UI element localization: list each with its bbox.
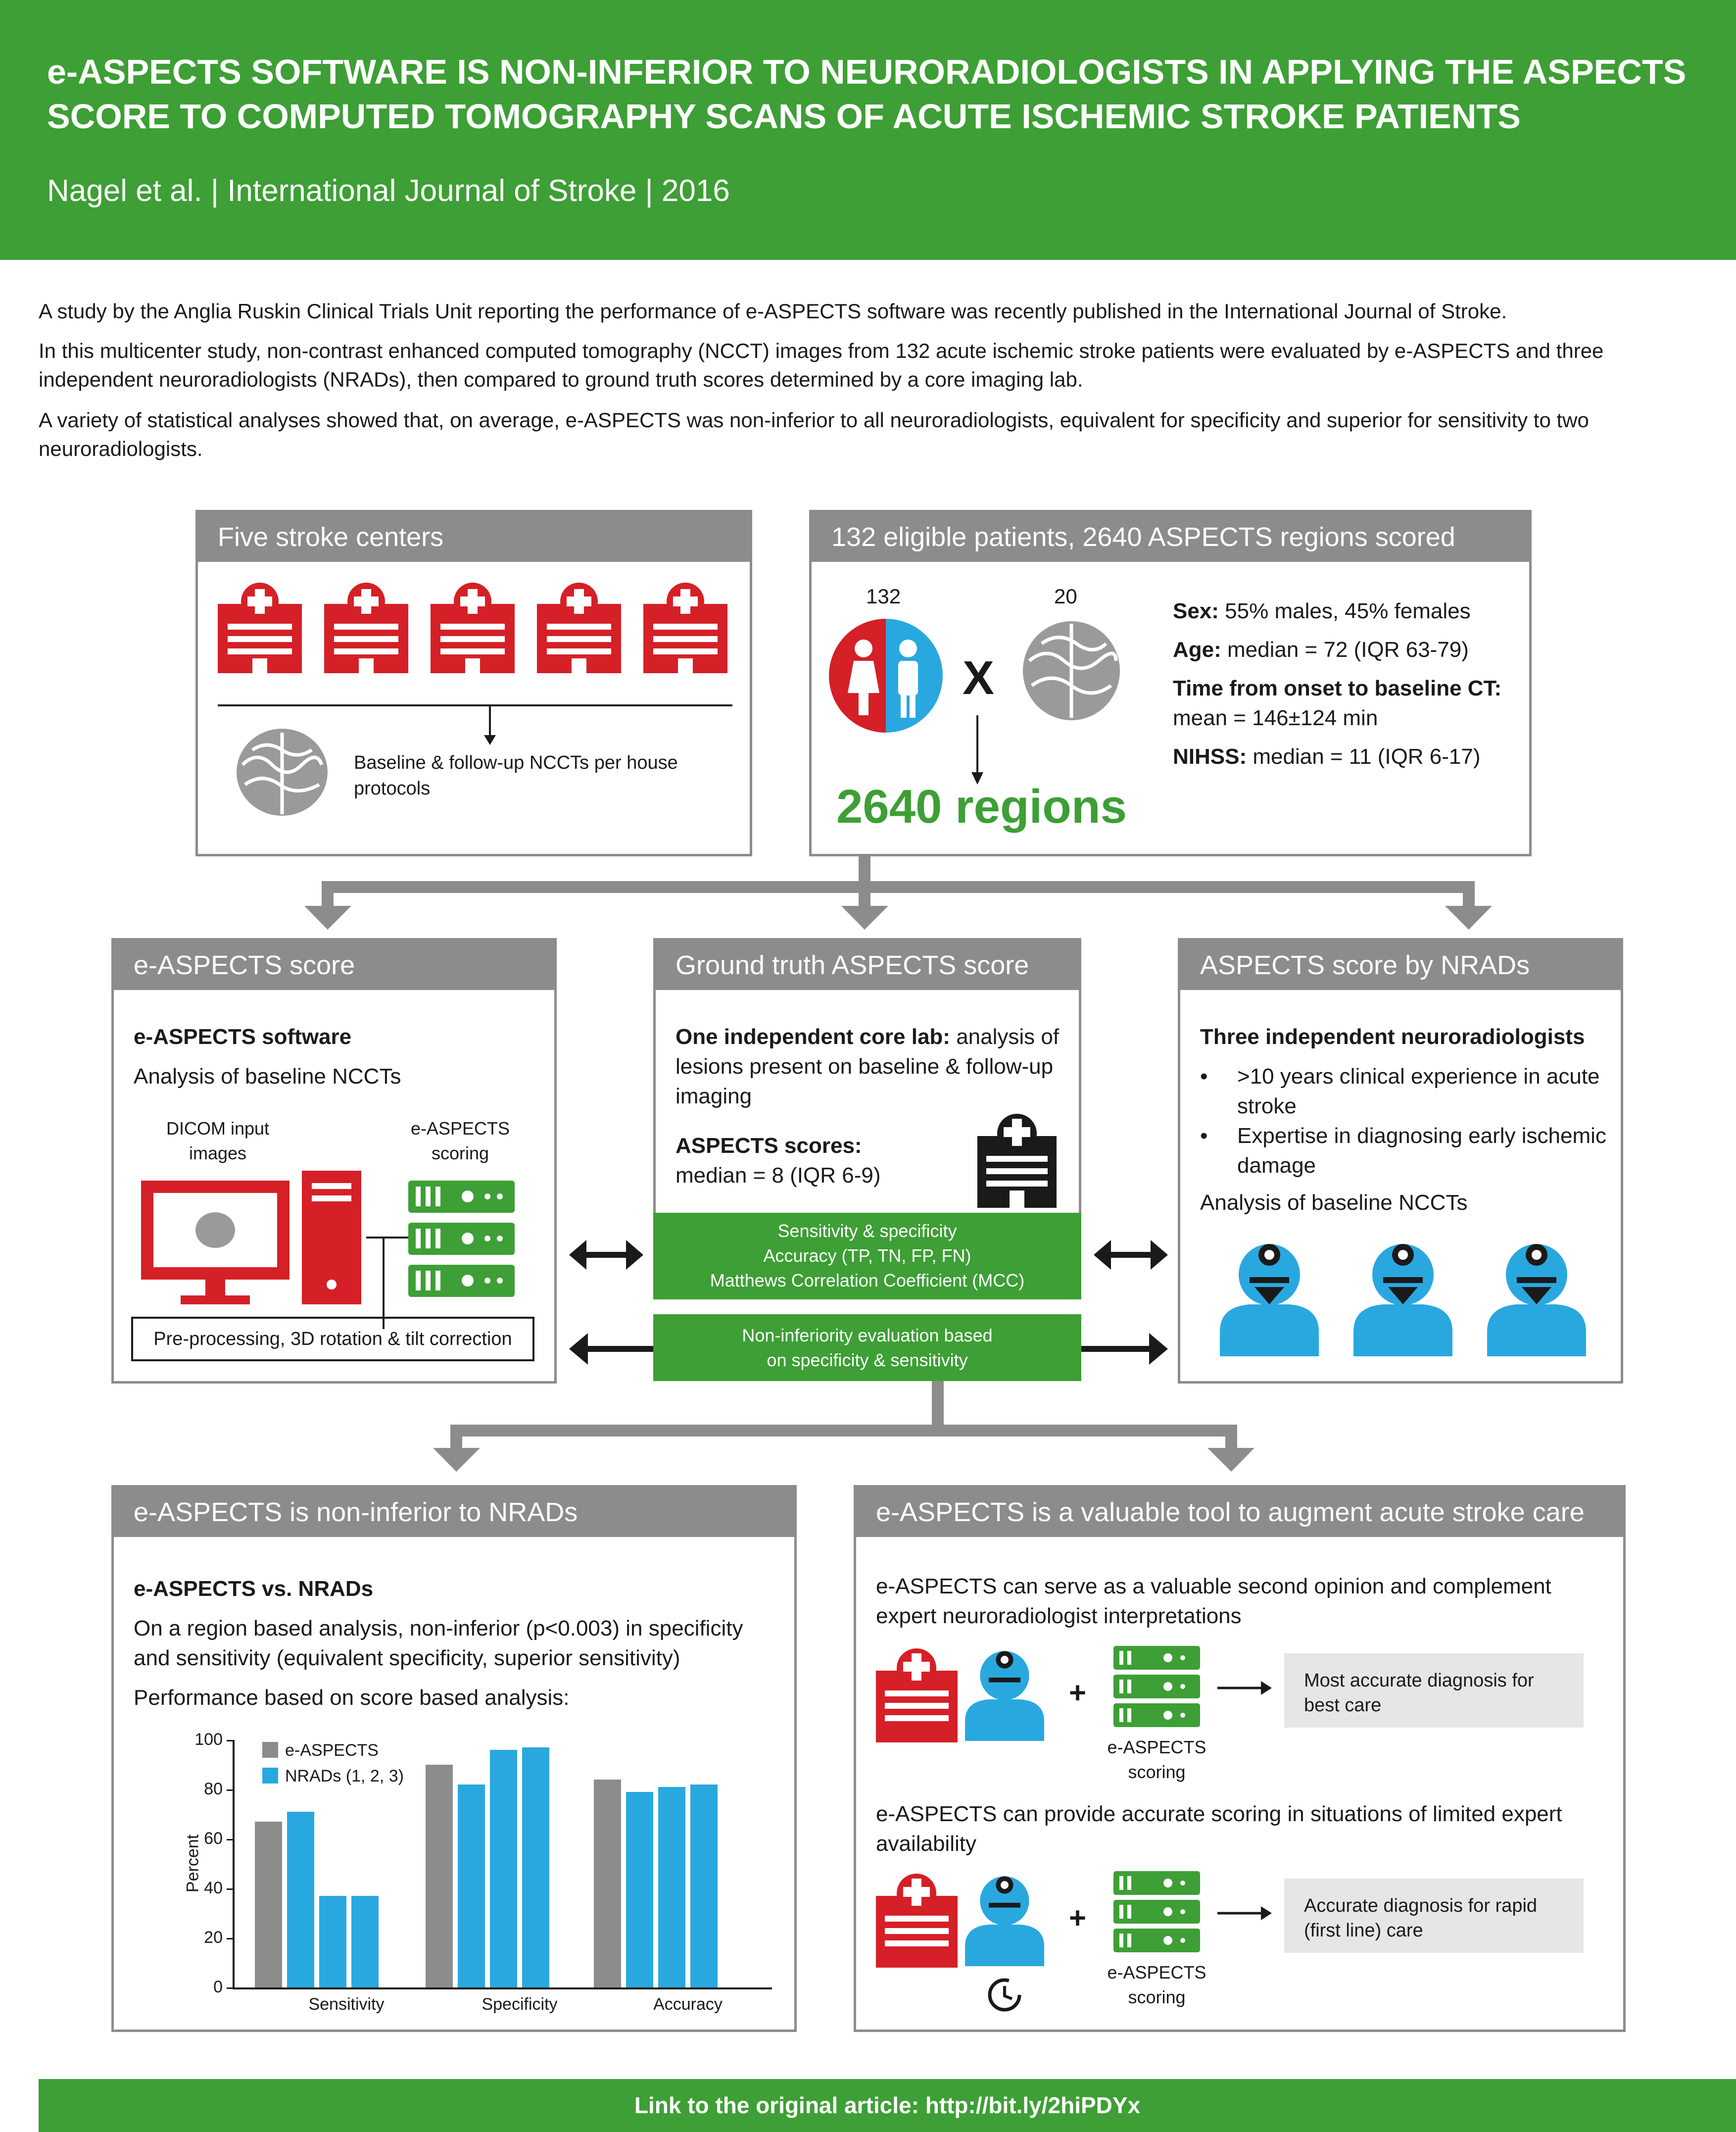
- nrads-bullet-2: • Expertise in diagnosing early ischemic damage: [1200, 1124, 1606, 1178]
- double-arrow-right: [1094, 1238, 1168, 1272]
- metric-sensitivity: Sensitivity & specificity: [777, 1221, 957, 1241]
- arrow-to-nrads: [1081, 1332, 1168, 1366]
- metric-accuracy: Accuracy (TP, TN, FP, FN): [763, 1245, 971, 1266]
- sex-label: Sex:: [1173, 599, 1219, 623]
- y-tick-label: 80: [204, 1780, 223, 1798]
- flow-arrows-top: [0, 856, 1736, 931]
- noninferior-text: On a region based analysis, non-inferior (p<0.003) in specificity and sensitivity (equivalent specificity, superior sensitivity): [134, 1616, 743, 1670]
- hospital-doctor-group-1: [876, 1646, 1133, 1745]
- right-arrow: [1217, 1903, 1272, 1923]
- ground-truth-panel: [653, 938, 1081, 1213]
- centers-title: Five stroke centers: [198, 512, 750, 562]
- noninferiority-line-2: on specificity & sensitivity: [767, 1350, 968, 1370]
- preprocessing-box: Pre-processing, 3D rotation & tilt correction: [131, 1317, 534, 1361]
- noninferior-subtitle: e-ASPECTS vs. NRADs: [134, 1577, 374, 1601]
- bar-specificity-nrad-1: [458, 1785, 485, 1987]
- easpects-subtitle: e-ASPECTS software: [134, 1025, 352, 1049]
- x-tick-specificity: Specificity: [482, 1995, 558, 2014]
- bar-specificity-nrad-2: [490, 1750, 517, 1987]
- footer-link[interactable]: Link to the original article: http://bit.ly/2hiPDYx: [39, 2079, 1736, 2132]
- legend: [262, 1737, 404, 1789]
- easpects-analysis: Analysis of baseline NCCTs: [134, 1064, 401, 1089]
- noninferior-title: e-ASPECTS is non-inferior to NRADs: [114, 1487, 794, 1537]
- down-arrow: [970, 715, 985, 785]
- tool-text-2: e-ASPECTS can provide accurate scoring in situations of limited expert availability: [876, 1802, 1562, 1856]
- arrow-to-easpects: [569, 1332, 653, 1366]
- bar-accuracy-nrad-1: [626, 1792, 653, 1987]
- computer-setup: [141, 1181, 522, 1329]
- x-tick-accuracy: Accuracy: [653, 1995, 723, 2014]
- monitor-icon: [141, 1181, 289, 1304]
- brain-icon: [233, 725, 332, 829]
- server-tower-icon: [302, 1171, 361, 1304]
- y-tick-label: 0: [213, 1978, 223, 1996]
- nrads-analysis: Analysis of baseline NCCTs: [1200, 1190, 1468, 1215]
- valuable-tool-title: e-ASPECTS is a valuable tool to augment acute stroke care: [856, 1487, 1623, 1537]
- y-tick-label: 60: [204, 1829, 223, 1848]
- legend-item-nrads: NRADs (1, 2, 3): [262, 1763, 404, 1789]
- bar-sensitivity-nrad-3: [351, 1896, 379, 1987]
- bar-sensitivity-nrad-2: [319, 1896, 346, 1987]
- noninferiority-box: [653, 1314, 1081, 1381]
- bar-accuracy-nrad-2: [658, 1787, 685, 1987]
- nihss-label: NIHSS:: [1173, 744, 1247, 769]
- y-tick-label: 40: [204, 1879, 223, 1897]
- neuroradiologist-icons: [1220, 1238, 1586, 1356]
- doctor-icon: [965, 1651, 1044, 1741]
- age-value: median = 72 (IQR 63-79): [1221, 638, 1469, 662]
- result-box-1: Most accurate diagnosis for best care: [1284, 1653, 1584, 1728]
- hospital-icons: [218, 582, 732, 691]
- bar-sensitivity-nrad-1: [287, 1812, 314, 1987]
- scores-value: median = 8 (IQR 6-9): [675, 1163, 881, 1188]
- doctor-icon: [965, 1876, 1044, 1966]
- brain-icon: [1019, 616, 1123, 725]
- nrads-subtitle: Three independent neuroradiologists: [1200, 1025, 1585, 1049]
- patients-panel: [809, 510, 1532, 856]
- scoring-label: e-ASPECTS scoring: [410, 1118, 510, 1163]
- x-axis-line: [233, 1987, 772, 1989]
- bar-accuracy-easpects: [594, 1780, 621, 1987]
- performance-chart: [114, 1725, 797, 2022]
- y-axis-label: Percent: [183, 1834, 202, 1893]
- time-label: Time from onset to baseline CT:: [1173, 676, 1502, 700]
- valuable-tool-panel: [854, 1485, 1626, 2032]
- scoring-label-1: e-ASPECTS scoring: [1107, 1737, 1206, 1782]
- y-tick-label: 100: [194, 1730, 223, 1749]
- y-axis-line: [233, 1740, 235, 1987]
- bar-accuracy-nrad-3: [690, 1785, 718, 1987]
- ground-truth-title: Ground truth ASPECTS score: [656, 941, 1079, 990]
- nihss-value: median = 11 (IQR 6-17): [1247, 744, 1481, 769]
- patients-gender-icon: [829, 619, 943, 733]
- easpects-panel: [111, 938, 557, 1384]
- right-arrow: [1217, 1678, 1272, 1698]
- scoring-label-2: e-ASPECTS scoring: [1107, 1962, 1206, 2007]
- nrads-panel: [1178, 938, 1623, 1384]
- time-value: mean = 146±124 min: [1173, 706, 1378, 730]
- intro-paragraph-3: A variety of statistical analyses showed that, on average, e-ASPECTS was non-inferior to all neuroradiologists, equivalent for specificity and superior for sensitivity to two neuroradiologists.: [39, 408, 1589, 460]
- result-box-2: Accurate diagnosis for rapid (first line) care: [1284, 1879, 1584, 1953]
- age-label: Age:: [1173, 638, 1221, 662]
- regions-total: 2640 regions: [836, 780, 1127, 833]
- bar-sensitivity-easpects: [255, 1822, 282, 1987]
- hospital-icon: [977, 1111, 1057, 1208]
- core-lab-label: One independent core lab:: [675, 1025, 950, 1049]
- y-tick-label: 20: [204, 1928, 223, 1947]
- noninferior-panel: [111, 1485, 797, 2032]
- intro-paragraph-1: A study by the Anglia Ruskin Clinical Trials Unit reporting the performance of e-ASPECTS software was recently published in the International Journal of Stroke.: [39, 299, 1507, 323]
- easpects-title: e-ASPECTS score: [114, 941, 554, 990]
- patients-count: 132: [866, 585, 901, 608]
- centers-caption: Baseline & follow-up NCCTs per house protocols: [354, 752, 678, 799]
- dicom-label: DICOM input images: [166, 1118, 270, 1163]
- patients-title: 132 eligible patients, 2640 ASPECTS regions scored: [812, 512, 1529, 562]
- legend-item-easpects: e-ASPECTS: [262, 1737, 404, 1763]
- nrads-bullet-1: • >10 years clinical experience in acute stroke: [1200, 1064, 1600, 1118]
- bar-specificity-easpects: [426, 1765, 453, 1987]
- core-lab-text: analysis of lesions present on baseline & follow-up imaging: [675, 1025, 1060, 1108]
- flow-arrows-bottom: [0, 1381, 1736, 1475]
- easpects-server-icon: [1113, 1871, 1203, 1953]
- performance-label: Performance based on score based analysis:: [134, 1686, 570, 1710]
- intro-paragraph-2: In this multicenter study, non-contrast enhanced computed tomography (NCCT) images from 132 acute ischemic stroke patients were evaluated by e-ASPECTS and three independent neuroradiologists (NRADs), then compared to ground truth scores determined by a core imaging lab.: [39, 339, 1604, 391]
- easpects-server-icon: [1113, 1646, 1203, 1728]
- x-tick-sensitivity: Sensitivity: [308, 1995, 385, 2014]
- bar-specificity-nrad-3: [522, 1747, 549, 1987]
- hospital-icon: [876, 1874, 958, 1968]
- multiply-sign: X: [963, 651, 995, 704]
- double-arrow-left: [569, 1238, 643, 1272]
- noninferiority-line-1: Non-inferiority evaluation based: [742, 1325, 993, 1345]
- tool-text-1: e-ASPECTS can serve as a valuable second opinion and complement expert neuroradiologist interpretations: [876, 1574, 1551, 1628]
- metrics-box: [653, 1213, 1081, 1299]
- clock-icon: [990, 1980, 1019, 2010]
- metric-mcc: Matthews Correlation Coefficient (MCC): [710, 1270, 1025, 1290]
- nrads-title: ASPECTS score by NRADs: [1180, 941, 1621, 990]
- hospital-icon: [876, 1648, 958, 1742]
- plus-sign-2: +: [1069, 1901, 1087, 1934]
- page-title: e-ASPECTS SOFTWARE IS NON-INFERIOR TO NEURORADIOLOGISTS IN APPLYING THE ASPECTS SCORE TO COMPUTED TOMOGRAPHY SCANS OF ACUTE ISCHEMIC STROKE PATIENTS: [47, 52, 1687, 136]
- sex-value: 55% males, 45% females: [1218, 599, 1471, 623]
- plus-sign-1: +: [1069, 1676, 1087, 1709]
- scores-label: ASPECTS scores:: [675, 1134, 862, 1158]
- citation: Nagel et al. | International Journal of Stroke | 2016: [47, 174, 730, 208]
- regions-per-patient: 20: [1054, 585, 1077, 608]
- header-banner: [0, 0, 1736, 260]
- centers-panel: [195, 510, 752, 856]
